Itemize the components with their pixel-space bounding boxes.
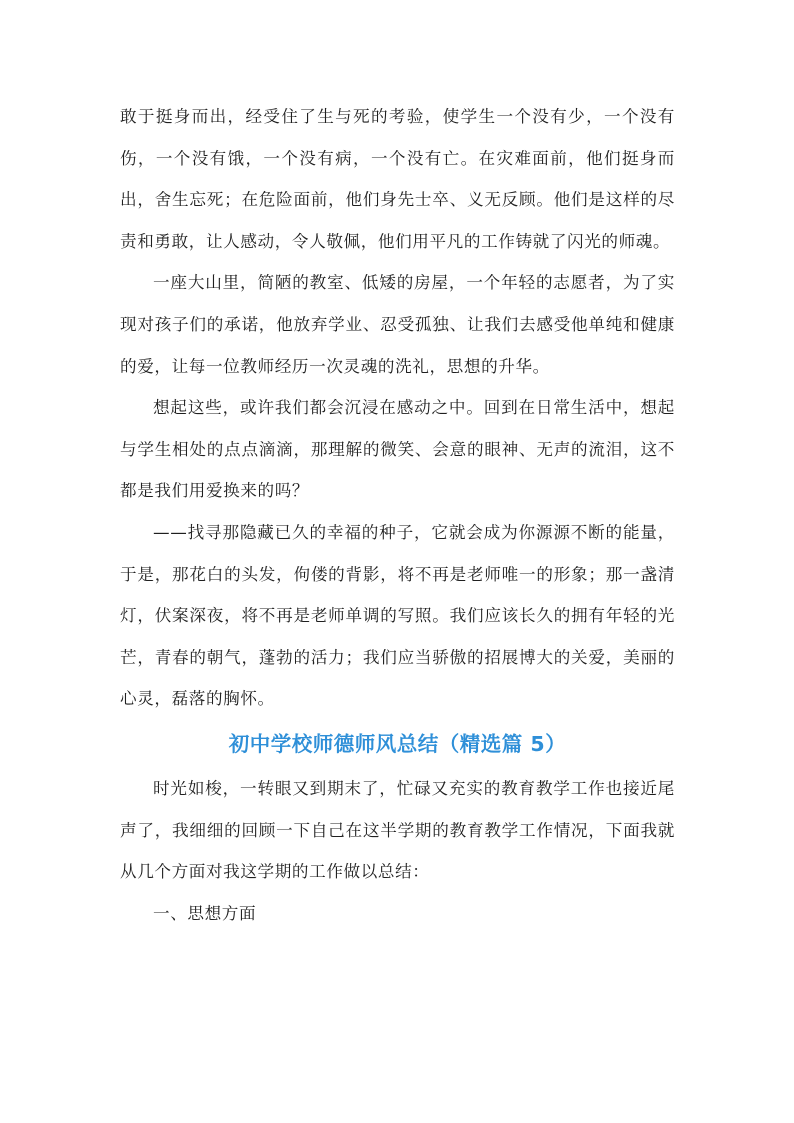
paragraph-summary-intro: 时光如梭，一转眼又到期末了，忙碌又充实的教育教学工作也接近尾声了，我细细的回顾一下自己在这半学期的教育教学工作情况，下面我就从几个方面对我这学期的工作做以总结：	[120, 778, 675, 882]
paragraph-reflection: 想起这些，或许我们都会沉浸在感动之中。回到在日常生活中，想起与学生相处的点点滴滴，那理解的微笑、会意的眼神、无声的流泪，这不都是我们用爱换来的吗？	[120, 398, 675, 501]
paragraph-volunteer: 一座大山里，简陋的教室、低矮的房屋，一个年轻的志愿者，为了实现对孩子们的承诺，他放弃学业、忍受孤独、让我们去感受他单纯和健康的爱，让每一位教师经历一次灵魂的洗礼，思想的升华。	[120, 273, 675, 376]
paragraph-heroism: 敢于挺身而出，经受住了生与死的考验，使学生一个没有少，一个没有伤，一个没有饿，一个没有病，一个没有亡。在灾难面前，他们挺身而出，舍生忘死；在危险面前，他们身先士卒、义无反顾。他们是这样的尽责和勇敢，让人感动，令人敬佩，他们用平凡的工作铸就了闪光的师魂。	[120, 107, 675, 251]
subheading-ideology: 一、思想方面	[153, 903, 257, 923]
section-title: 初中学校师德师风总结（精选篇 5）	[228, 731, 567, 756]
document-page	[120, 96, 675, 934]
paragraph-happiness-seed: ——找寻那隐藏已久的幸福的种子，它就会成为你源源不断的能量，于是，那花白的头发，佝偻的背影，将不再是老师唯一的形象；那一盏清灯，伏案深夜，将不再是老师单调的写照。我们应该长久的拥有年轻的光芒，青春的朝气，蓬勃的活力；我们应当骄傲的招展博大的关爱，美丽的心灵，磊落的胸怀。	[120, 522, 675, 709]
